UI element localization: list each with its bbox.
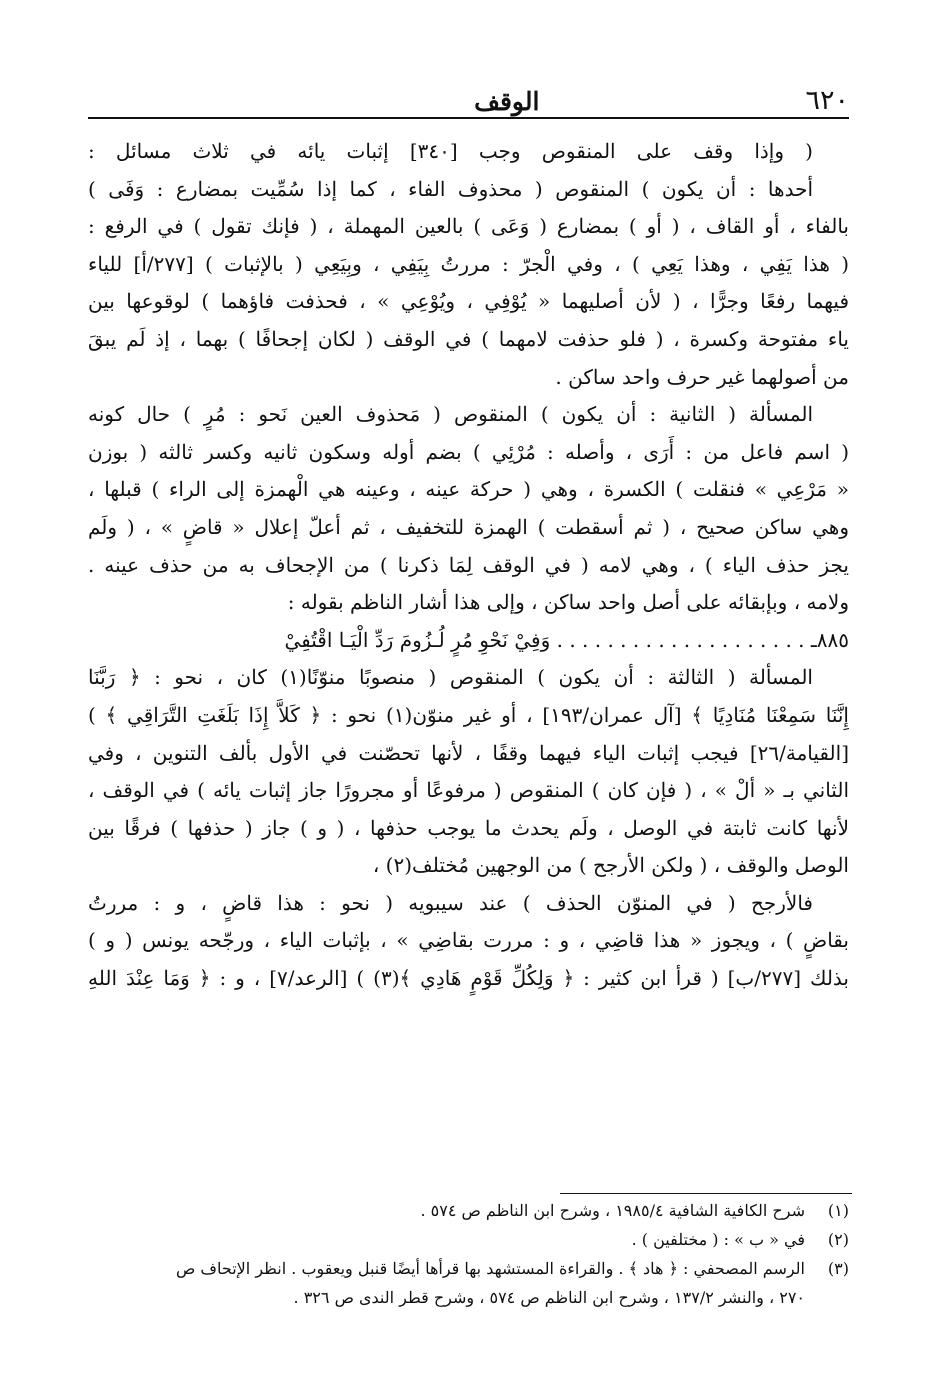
text-line: من أصولهما غير حرف واحد ساكن . — [555, 364, 849, 389]
text-line: ولامه ، وبإبقائه على أصل واحد ساكن ، وإلى هذا أشار الناظم بقوله : — [287, 590, 849, 615]
text-line: ( وإذا وقف على المنقوص وجب [٣٤٠] إثبات يائه في ثلاث مسائل : — [88, 139, 813, 163]
text-line: « مَرْعِي » فنقلت ) الكسرة ، وهي ( حركة عينه ، وعينه هي الْهمزة إلى الراء ) قبلها ، — [88, 477, 849, 502]
text-line: لأنها كانت ثابتة في الوصل ، ولَم يحدث ما يوجب حذفها ، ( و ) جاز ( حذفها ) فرقًا بين — [88, 815, 849, 840]
text-line: الثاني بـ « ألْ » ، ( فإن كان ) المنقوص ( مرفوعًا أو مجرورًا جاز إثبات يائه ) في الوقف ، — [88, 778, 849, 803]
text-line: المسألة ( الثالثة : أن يكون ) المنقوص ( منصوبًا منوّنًا(١) كان ، نحو : ﴿ رَبَّنَا — [88, 665, 813, 690]
text-line: بالفاء ، أو القاف ، ( أو ) بمضارع ( وَعَى ) بالعين المهملة ، ( فإنك تقول ) في الرفع : — [88, 214, 849, 239]
text-line: ياء مفتوحة وكسرة ، ( فلو حذفت لامهما ) في الوقف ( لكان إجحافًا ) بهما ، إذ لَم يبقَ — [88, 326, 849, 351]
footnote-number: (٣) — [827, 1259, 849, 1278]
footnote-text: في « ب » : ( مختلفين ) . — [631, 1230, 805, 1249]
text-line: المسألة ( الثانية : أن يكون ) المنقوص ( مَحذوف العين نَحو : مُرٍ ) حال كونه — [88, 402, 813, 427]
text-line: بقاضٍ ) ، ويجوز « هذا قاضِي ، و : مررت بقاضِي » ، بإثبات الياء ، ورجّحه يونس ( و ) — [88, 928, 849, 953]
text-line: ( اسم فاعل من : أَرَى ، وأصله : مُرْئِي ) بضم أوله وسكون ثانيه وكسر ثالثه ( بوزن — [88, 439, 849, 464]
footnote — [88, 1225, 849, 1254]
main-text — [88, 133, 849, 998]
footnote-continuation: ٢٧٠ ، والنشر ١٣٧/٢ ، وشرح ابن الناظم ص ٥٧٤ ، وشرح قطر الندى ص ٣٢٦ . — [293, 1288, 805, 1307]
footnote-rule — [560, 1193, 852, 1194]
footnotes — [88, 1196, 849, 1312]
footnote-text: الرسم المصحفي : ﴿ هاد ﴾ . والقراءة المستشهد بها قرأها أيضًا قنبل ويعقوب . انظر الإتحاف ص — [176, 1259, 805, 1278]
text-line: فالأرجح ( في المنوّن الحذف ) عند سيبويه ( نحو : هذا قاضٍ ، و : مررتُ — [88, 890, 813, 915]
text-line: الوصل والوقف ، ( ولكن الأرجح ) من الوجهين مُختلف(٢) ، — [372, 853, 849, 878]
text-line: [القيامة/٢٦] فيجب إثبات الياء فيهما وقفًا ، لأنها تحصّنت في الأول بألف التنوين ، وفي — [88, 740, 849, 765]
running-title: الوقف — [474, 87, 540, 116]
text-line: يجز حذف الياء ) ، وهي لامه ( في الوقف لِمَا ذكرنا ) من الإجحاف به من حذف عينه . — [88, 552, 849, 577]
verse-line: ٨٨٥ـ . . . . . . . . . . . . . . . . . . . . وَفِيْ نَحْوِ مُرٍ لُـزُومَ رَدِّ الْيَـا اقْتُفِيْ — [284, 627, 849, 652]
footnote — [88, 1196, 849, 1225]
text-line: بذلك [٢٧٧/ب] ( قرأ ابن كثير : ﴿ وَلِكُلِّ قَوْمٍ هَادِي ﴾(٣) ) [الرعد/٧] ، و : ﴿ وَمَا عِنْدَ اللهِ — [88, 966, 849, 991]
footnote-number: (٢) — [827, 1230, 849, 1249]
text-line: وهي ساكن صحيح ، ( ثم أسقطت ) الهمزة للتخفيف ، ثم أعلّ إعلال « قاضٍ » ، ( ولَم — [88, 514, 849, 539]
footnote — [88, 1254, 849, 1283]
header-rule — [88, 117, 849, 119]
footnote-text: شرح الكافية الشافية ١٩٨٥/٤ ، وشرح ابن الناظم ص ٥٧٤ . — [420, 1201, 805, 1220]
text-line: إِنَّنَا سَمِعْنَا مُنَادِيًا ﴾ [آل عمران/١٩٣] ، أو غير منوّن(١) نحو : ﴿ كَلاَّ إِذَا بَلَغَتِ التَّرَاقِي ﴾ ) — [88, 702, 849, 727]
text-line: ( هذا يَفِي ، وهذا يَعِي ) ، وفي الْجرّ : مررتُ بِيَفِي ، وبِيَعِي ( بالإثبات ) [٢٧٧/أ] للياء — [88, 251, 849, 276]
text-line: فيهما رفعًا وجرًّا ، ( لأن أصليهما « يُوْفِي ، ويُوْعِي » ، فحذفت فاؤهما ) لوقوعها بين — [88, 289, 849, 314]
page-header — [88, 78, 849, 114]
footnote-number: (١) — [827, 1201, 849, 1220]
text-line: أحدها : أن يكون ) المنقوص ( محذوف الفاء ، كما إذا سُمِّيت بمضارع : وَفَى ) — [88, 176, 813, 201]
page-number: ٦٢٠ — [805, 85, 849, 116]
